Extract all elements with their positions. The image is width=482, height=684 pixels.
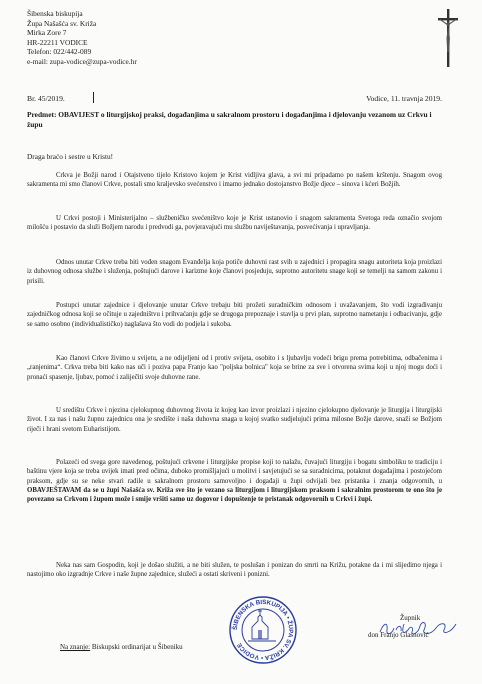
- bold-notice: OBAVJEŠTAVAM da se u župi Našašća sv. Križa sve što je vezano sa liturgijom i liturgijskom praksom i sakralnim prostorom te ono što je povezano sa Crkvom i župom može i smije vršiti samo uz dogovor i dopuštenje te pristanak odgovornih u Crkvi i župi.: [27, 486, 442, 504]
- letterhead-line: Župa Našašća sv. Križa: [27, 18, 97, 28]
- salutation: Draga braćo i sestre u Kristu!: [27, 152, 114, 161]
- paragraph: Crkva je Božji narod i Otajstveno tijelo Kristovo kojem je Krist vidljiva glava, a svi mi pripadamo po našem krštenju. Snagom ovog sakramenta mi smo članovi Crkve, postali smo kraljevsko svećenstvo i imamo jednako dostojanstvo Božje djece – sinova i kćeri Božjih.: [27, 172, 442, 189]
- reference-number: Br. 45/2019.: [27, 94, 65, 103]
- paragraph: Odnos unutar Crkve treba biti vođen snagom Evanđelja koja potiče duhovni rast svih u zajednici i propagira snagu autoriteta koja proizlazi iz duhovnog odnosa službe i služenja, poštujući darove i karizme koje članovi posjeduju, suprotno autoritetu snage koji se temelji na samom zakonu i prisili.: [27, 259, 442, 285]
- svg-text:ŠIBENSKA BISKUPIJA • ŽUPA SV.: ŠIBENSKA BISKUPIJA • ŽUPA SV. KRIŽA • VODICE: [231, 598, 295, 662]
- cc-label: Na znanje:: [60, 643, 91, 651]
- place-date: Vodice, 11. travnja 2019.: [366, 94, 442, 103]
- paragraph-text: Polazeći od svega gore navedenog, poštujući crkvene i liturgijske propise koji to nalažu, čuvajući liturgiju i bogatu simboliku te tradiciju i baštinu vjere koja se treba uvijek imati pred očima, duboko promišljajući u molitvi i savjetujući se sa suradnicima, potaknut događajima i postojećom praksom, gdje su se neke stvari radile u sakralnom prostoru samovoljno i događaji u župi odvijali bez pristanka i znanja odgovornih, u: [27, 459, 442, 485]
- paragraph: U središtu Crkve i njezina cjelokupnog duhovnog života iz kojeg kao izvor proizlazi i njezino cjelokupno djelovanje je liturgija i liturgijski život. I za nas i našu župnu zajednicu ona je središte i naša duhovna snaga u kojoj svatko sudjelujući prima milosne Božje darove, snaži se Božjom riječi i hrani svetom Euharistijom.: [27, 407, 442, 433]
- letterhead-line: Šibenska biskupija: [27, 9, 83, 18]
- subject-text: OBAVIJEST o liturgijskoj praksi, događanjima u sakralnom prostoru i događanjima i djelovanju vezanom uz Crkvu i župu: [27, 110, 432, 129]
- cc-recipient: Biskupski ordinarijat u Šibeniku: [91, 643, 183, 651]
- paragraph: Kao članovi Crkve živimo u svijetu, a ne odijeljeni od i protiv svijeta, osobito i s ljubavlju vodeći brigu prema potrebitima, odbačenima i „ranjenima“. Crkva treba biti kako nas uči i poziva papa Franjo kao "poljska bolnica" koja se brine za sve i otvorena svima koji u njoj mogu doći i pronaći spasenje, ljubav, pomoć i zaliječiti svoje duhovne rane.: [27, 355, 442, 381]
- signature-name: don Franjo Glasnović: [368, 631, 429, 639]
- parish-stamp: [228, 595, 298, 665]
- letterhead: [27, 9, 137, 67]
- letterhead-line: HR-22211 VODICE: [27, 37, 88, 47]
- paragraph-notice: [27, 458, 442, 504]
- signature-role: Župnik: [400, 614, 421, 622]
- reference-line: [27, 94, 442, 103]
- letterhead-line: Telefon: 022/442-089: [27, 47, 92, 57]
- closing-paragraph: Neka nas sam Gospodin, koji je došao služiti, a ne biti služen, te poslušan i ponizan do smrti na Križu, potakne da i mi slijedimo njega i nastojimo oko izgradnje Crkve i naše župne zajednice, služeći a ostati skriveni i ponizni.: [27, 562, 442, 579]
- subject-label: Predmet:: [27, 110, 57, 119]
- letterhead-line: e-mail: zupa-vodice@zupa-vodice.hr: [27, 56, 137, 66]
- cc-notice: [60, 643, 183, 651]
- paragraph: U Crkvi postoji i Ministerijalno – službeničko svećeništvo koje je Krist ustanovio i snagom sakramenta Svetoga reda označio svojom milošću i postavio da služi Božjem narodu i predvodi ga, povjeravajući mu službu naviještavanja, posvećivanja i upravljanja.: [27, 215, 442, 232]
- paragraph: Postupci unutar zajednice i djelovanje unutar Crkve trebaju biti prožeti suradničkim odnosom i uvažavanjem, što vodi izgrađivanju zajedničkog odnosa koji se očituje u zajedništvu i prihvaćanju gdje se drugoga prepoznaje i stavlja u prvi plan, suprotno nametanju i odbacivanju, gdje se samo osobno (individualističko) naglašava što vodi do podjela i sukoba.: [27, 302, 442, 328]
- letterhead-line: Mirka Zore 7: [27, 28, 67, 38]
- subject-line: [27, 110, 445, 130]
- crucifix-icon: [436, 8, 460, 70]
- text-cursor: [93, 92, 94, 103]
